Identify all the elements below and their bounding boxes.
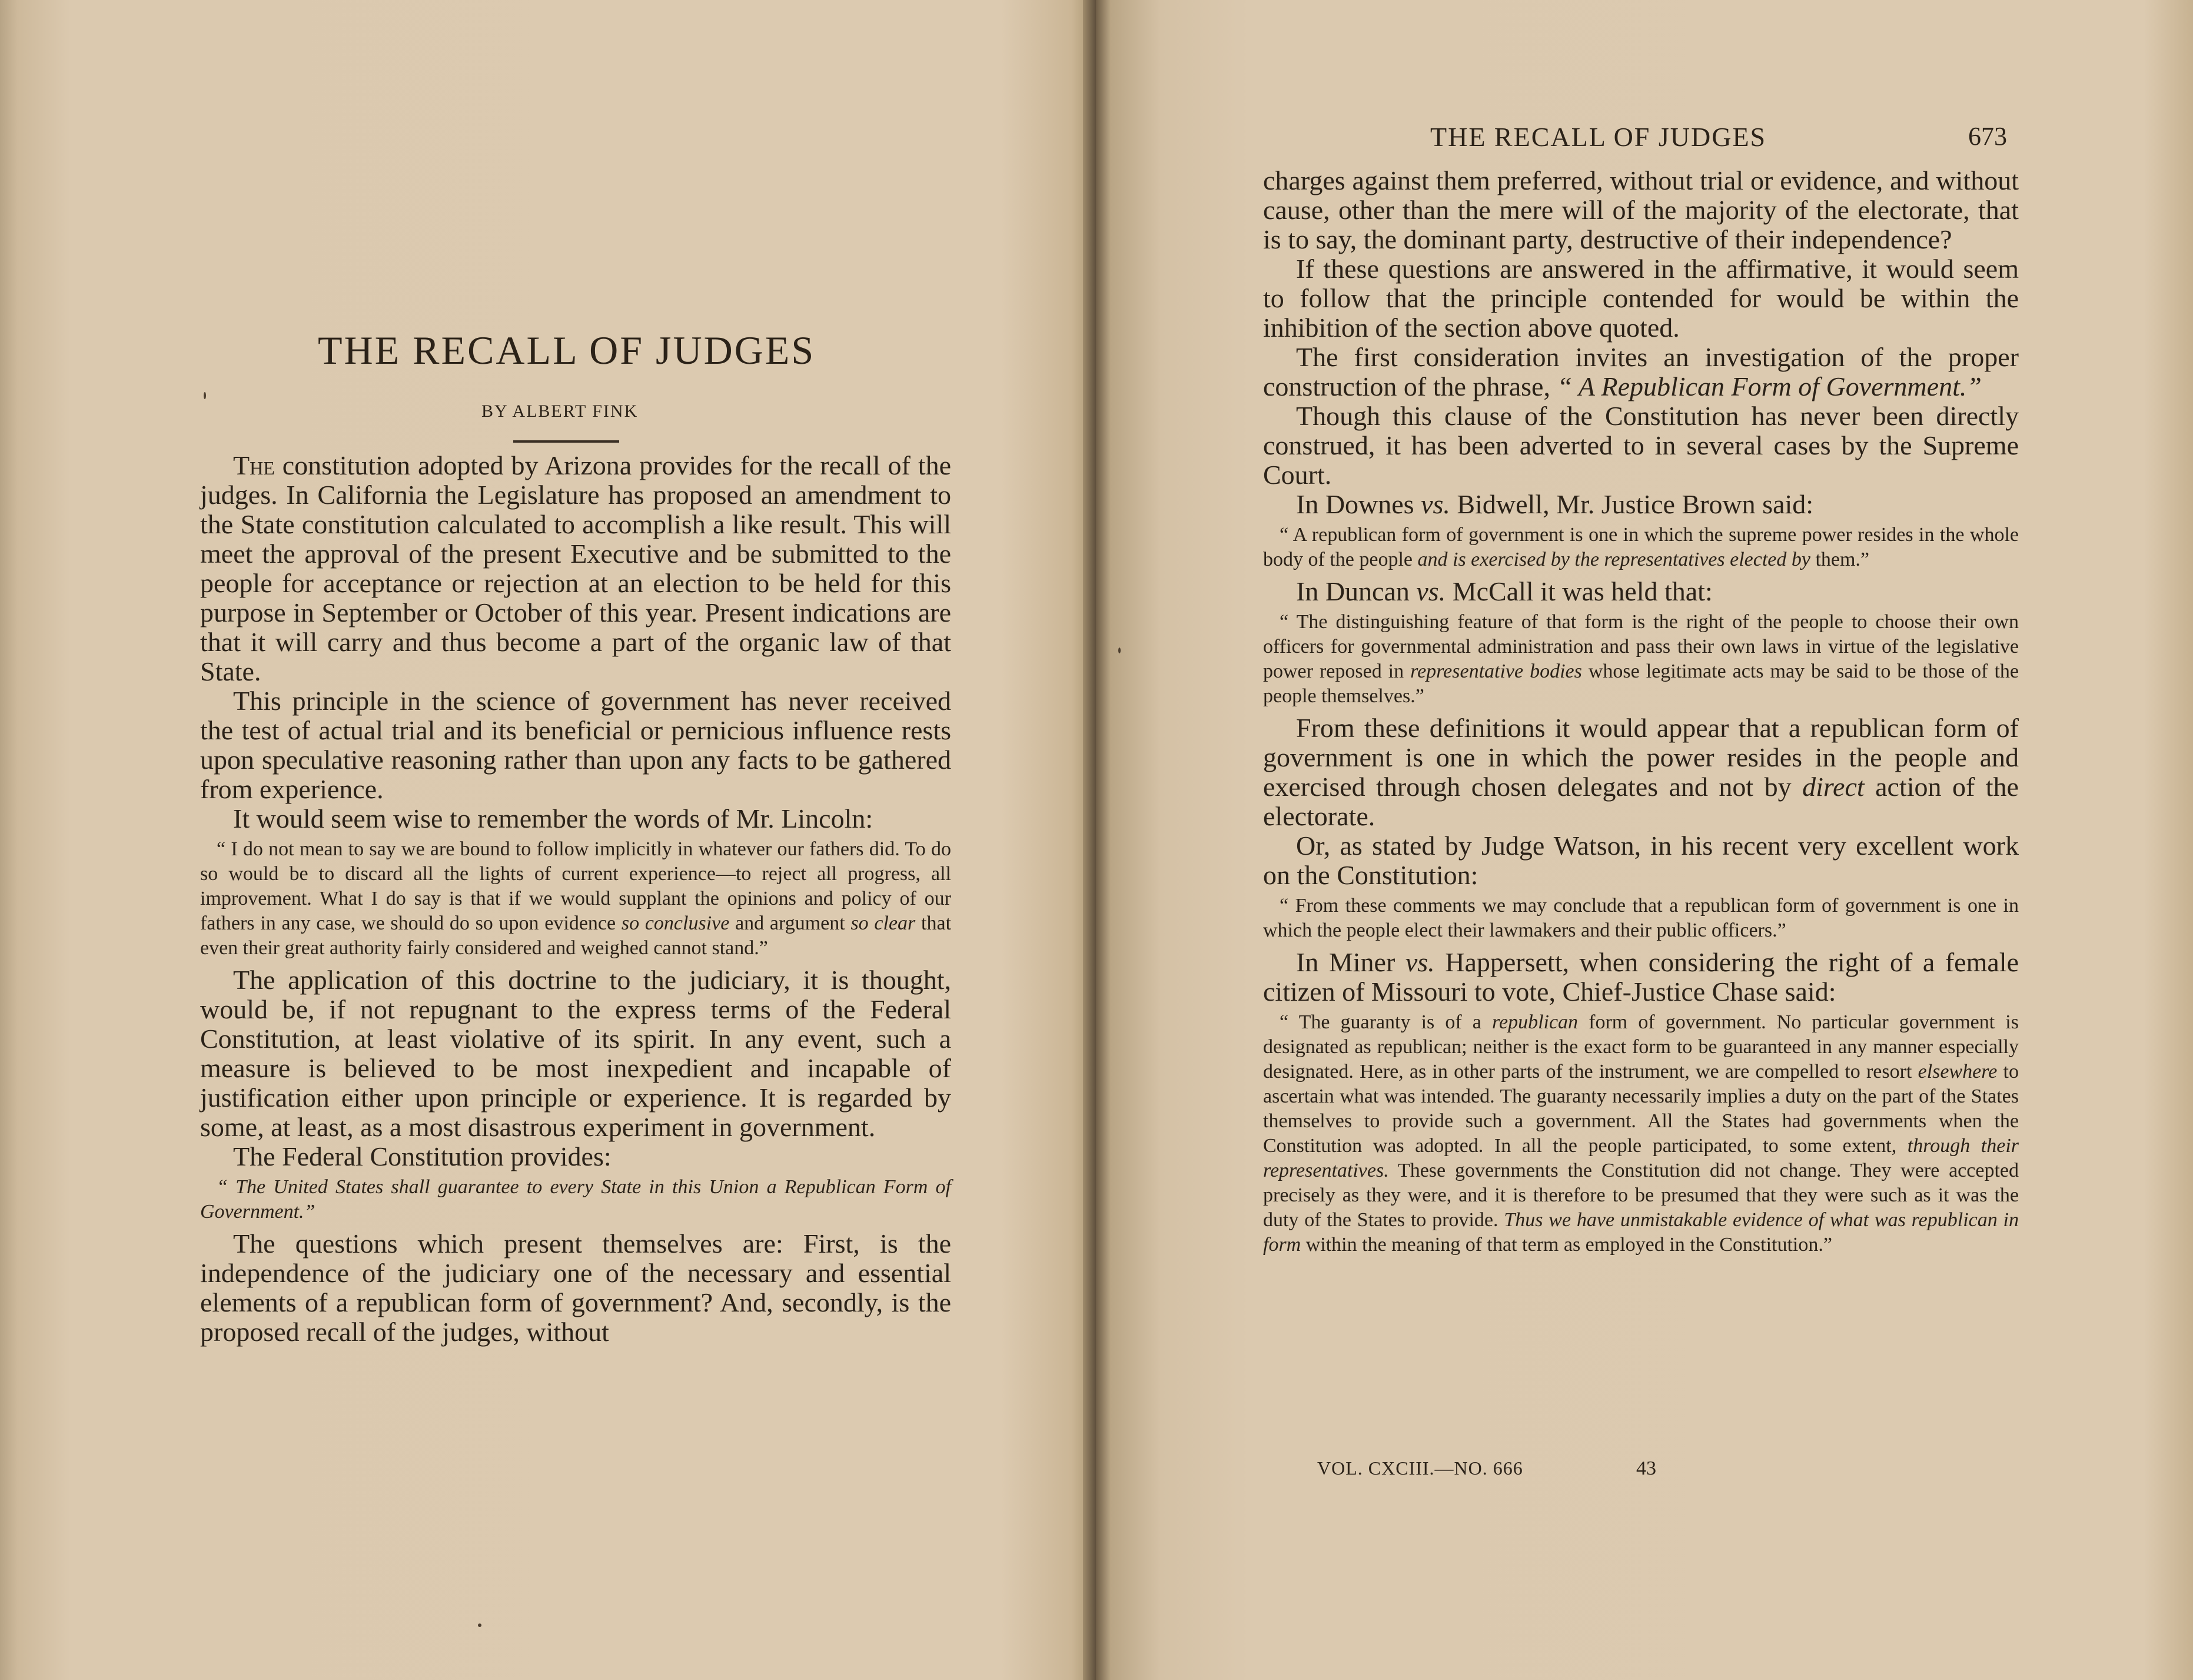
left-page <box>0 0 1096 1680</box>
drop-lead: The <box>233 450 275 480</box>
paragraph-text: The first consideration invites an investigation of the proper construction of the phrase, <box>1263 342 2019 401</box>
paragraph: Or, as stated by Judge Watson, in his recent very excellent work on the Constitution: <box>1263 831 2019 890</box>
paragraph-text: constitution adopted by Arizona provides for the recall of the judges. In California the Legislature has proposed an amendment to the State constitution calculated to accomplish a like result. This will meet the approval of the present Executive and be submitted to the people for acceptance or rejection at an election to be held for this purpose in September or October of this year. Present indications are that it will carry and thus become a part of the organic law of that State. <box>200 450 951 686</box>
quote-emphasis: so clear <box>850 912 916 934</box>
paragraph-text: Bidwell, Mr. Justice Brown said: <box>1450 489 1814 519</box>
paragraph-emphasis: direct <box>1802 772 1865 802</box>
page-number: 673 <box>1968 122 2007 151</box>
paragraph-emphasis: “ A Republican Form of Government.” <box>1557 371 1982 401</box>
byline: BY ALBERT FINK <box>481 401 639 421</box>
quote-text: “ I do not mean to say we are bound to follow implicitly in whatever our fathers did. To do so would be to discard all the lights of current experience—to reject all progress, all improvement. What I do say is that if we would supplant the opinions and policy of our fathers in any case, we should do so upon evidence <box>200 838 951 934</box>
paragraph: If these questions are answered in the affirmative, it would seem to follow that the principle contended for would be within the inhibition of the section above quoted. <box>1263 254 2019 343</box>
block-quote <box>1263 523 2019 572</box>
paragraph <box>1263 490 2019 519</box>
quote-emphasis: and is exercised by the representatives elected by <box>1417 549 1810 570</box>
paragraph-emphasis: vs. <box>1405 947 1435 977</box>
paragraph-text: Happersett, when considering the right of a female citizen of Missouri to vote, Chief-Justice Chase said: <box>1263 947 2019 1007</box>
paragraph <box>1263 343 2019 401</box>
paper-speck <box>204 392 206 399</box>
paragraph <box>200 451 951 686</box>
paragraph: The questions which present themselves are: First, is the independence of the judiciary one of the necessary and essential elements of a republican form of government? And, secondly, is the proposed recall of the judges, without <box>200 1229 951 1347</box>
quote-emphasis: Thus we have unmistakable evidence of what was republican in form <box>1263 1209 2019 1256</box>
quote-text: that even their great authority fairly considered and weighed cannot stand.” <box>200 912 952 959</box>
paragraph-text: action of the electorate. <box>1263 772 2019 831</box>
block-quote <box>1263 1010 2019 1257</box>
quote-text: These governments the Constitution did not change. They were accepted precisely as they were, and it is therefore to be presumed that they were such as it was the duty of the States to provide. <box>1263 1160 2019 1231</box>
paragraph: charges against them preferred, without trial or evidence, and without cause, other than the mere will of the majority of the electorate, that is to say, the dominant party, destructive of their independence? <box>1263 165 2019 254</box>
block-quote: “ From these comments we may conclude that a republican form of government is one in which the people elect their lawmakers and their public officers.” <box>1263 895 2019 941</box>
paragraph: Though this clause of the Constitution has never been directly construed, it has been adverted to in several cases by the Supreme Court. <box>1263 401 2019 490</box>
running-head: THE RECALL OF JUDGES <box>1430 122 1767 152</box>
quote-emphasis: “ The United States shall guarantee to every State in this Union a Republican Form of Government.” <box>200 1176 951 1223</box>
paper-speck <box>1118 648 1121 653</box>
block-quote <box>200 837 951 961</box>
paragraph-text: In Duncan <box>1296 576 1417 606</box>
paragraph-emphasis: vs. <box>1421 489 1450 519</box>
quote-text: “ A republican form of government is one in which the supreme power resides in the whole body of the people <box>1263 524 2019 570</box>
quote-emphasis: elsewhere <box>1918 1061 1998 1083</box>
quote-text: “ The guaranty is of a <box>1280 1011 1493 1033</box>
quote-text: and argument <box>729 912 851 934</box>
paper-speck <box>478 1623 481 1627</box>
paragraph: The application of this doctrine to the judiciary, it is thought, would be, if not repugnant to the express terms of the Federal Constitution, at least violative of its spirit. In any event, such a measure is believed to be most inexpedient and incapable of justification either upon principle or experience. It is regarded by some, at least, as a most disastrous experiment in government. <box>200 965 951 1142</box>
footer-volume: VOL. CXCIII.—NO. 666 <box>1317 1457 1523 1479</box>
paragraph-emphasis: vs. <box>1416 576 1446 606</box>
right-column <box>1263 166 2019 1262</box>
paragraph: It would seem wise to remember the words of Mr. Lincoln: <box>233 804 873 834</box>
title-rule <box>513 440 619 443</box>
quote-text: “ The distinguishing feature of that form is the right of the people to choose their own officers for governmental administration and pass their own laws in virtue of the legislative power reposed in <box>1263 611 2019 682</box>
quote-emphasis: republican <box>1492 1011 1579 1033</box>
paragraph: This principle in the science of government has never received the test of actual trial and its beneficial or pernicious influence rests upon speculative reasoning rather than upon any facts to be gathered from experience. <box>200 686 951 804</box>
paragraph: The Federal Constitution provides: <box>233 1141 612 1171</box>
quote-text: within the meaning of that term as employed in the Constitution.” <box>1301 1234 1832 1256</box>
paragraph-text: McCall it was held that: <box>1446 576 1713 606</box>
block-quote <box>200 1175 951 1224</box>
quote-text: form of government. No particular government is designated as republican; neither is the exact form to be guaranteed in any manner especially designated. Here, as in other parts of the instrument, we are compelled to resort <box>1263 1011 2019 1083</box>
paragraph <box>1263 713 2019 831</box>
quote-text: them.” <box>1810 549 1870 570</box>
paragraph-text: From these definitions it would appear that a republican form of government is one in which the power resides in the people and exercised through chosen delegates and not by <box>1263 713 2019 802</box>
quote-text: whose legitimate acts may be said to be those of the people themselves.” <box>1263 660 2019 707</box>
quote-text: to ascertain what was intended. The guaranty necessarily implies a duty on the part of the States themselves to provide such a government. All the States had governments when the Constitution was adopted. In all the people participated, to some extent, <box>1263 1061 2019 1157</box>
paragraph-text: In Downes <box>1296 489 1421 519</box>
footer-signature-mark: 43 <box>1636 1457 1656 1479</box>
quote-emphasis: so conclusive <box>621 912 730 934</box>
paragraph <box>1263 577 2019 606</box>
paragraph-text: In Miner <box>1296 947 1405 977</box>
article-title: THE RECALL OF JUDGES <box>318 328 816 373</box>
left-column <box>200 451 951 1347</box>
block-quote <box>1263 610 2019 709</box>
paragraph <box>1263 948 2019 1007</box>
quote-emphasis: through their representatives. <box>1263 1135 2019 1181</box>
quote-emphasis: representative bodies <box>1410 660 1582 682</box>
